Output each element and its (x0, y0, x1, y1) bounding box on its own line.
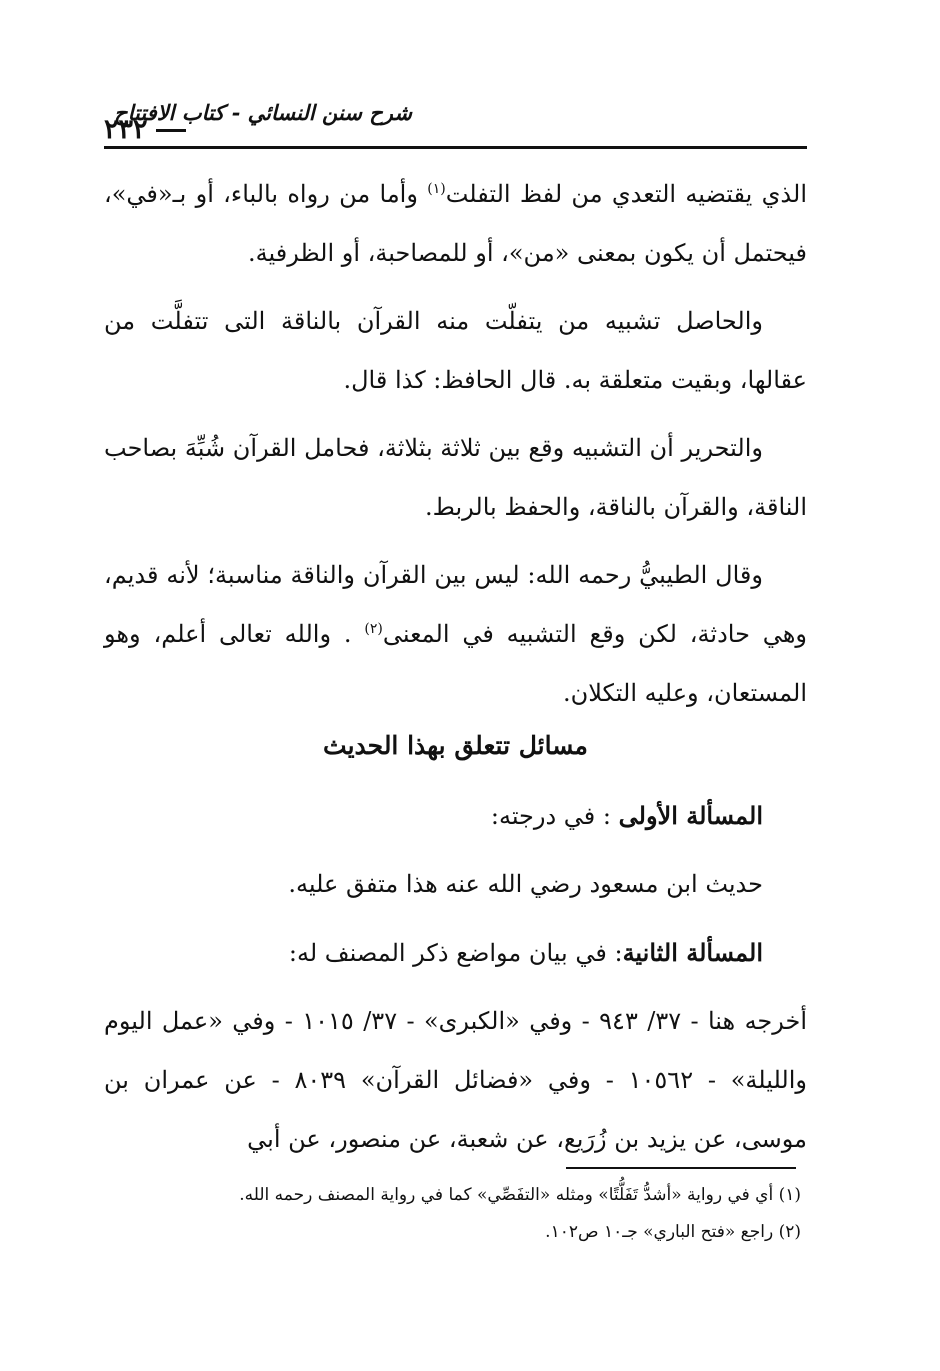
section-heading: مسائل تتعلق بهذا الحديث (323, 731, 588, 760)
paragraph-1-text: الذي يقتضيه التعدي من لفظ التفلت (445, 180, 807, 208)
issue-2 (104, 923, 807, 983)
main-text-lower (104, 786, 807, 1178)
paragraph-1 (104, 165, 807, 283)
paragraph-2-text: والحاصل تشبيه من يتفلّت منه القرآن بالناقة التى تتفلَّت من عقالها، وبقيت متعلقة به. قال الحافظ: كذا قال. (104, 307, 807, 394)
final-paragraph: أخرجه هنا - ٣٧/ ٩٤٣ - وفي «الكبرى» - ٣٧/ ١٠١٥ - وفي «عمل اليوم والليلة» - ١٠٥٦٢ - وفي «فضائل القرآن» ٨٠٣٩ - عن عمران بن موسى، عن يزيد بن زُرَيع، عن شعبة، عن منصور، عن أبي (104, 1007, 808, 1153)
paragraph-4 (104, 546, 807, 723)
footnote-1: (١) أي في رواية «أشدُّ تَفَلُّتًا» ومثله «التفَصِّي» كما في رواية المصنف رحمه الله. (239, 1185, 801, 1205)
issue-2-label: المسألة الثانية (622, 938, 763, 967)
paragraph-3-text: والتحرير أن التشبيه وقع بين ثلاثة بثلاثة، فحامل القرآن شُبِّهَ بصاحب الناقة، والقرآن بالناقة، والحفظ بالربط. (104, 434, 807, 521)
page-number-dash (156, 129, 186, 132)
paragraph-2 (104, 292, 807, 410)
paragraph-4-text: وقال الطيبيُّ رحمه الله: ليس بين القرآن والناقة مناسبة؛ لأنه قديم، وهي حادثة، لكن وقع التشبيه في المعنى (104, 561, 808, 648)
footnotes (104, 1177, 801, 1251)
issue-1-label: المسألة الأولى (618, 801, 763, 830)
issue-1-body-text: حديث ابن مسعود رضي الله عنه هذا متفق عليه. (288, 870, 763, 898)
paragraph-3 (104, 419, 807, 537)
paragraph-4-text-after: . والله تعالى أعلم، وهو المستعان، وعليه التكلان. (104, 620, 807, 707)
paragraph-1-text-after: وأما من رواه بالباء، أو بـ«في»، فيحتمل أن يكون بمعنى «من»، أو للمصاحبة، أو الظرفية. (104, 180, 807, 267)
page-number-container (104, 114, 186, 145)
footnote-2: (٢) راجع «فتح الباري» جـ١٠ ص١٠٢. (545, 1222, 801, 1242)
running-title: شرح سنن النسائي - كتاب الافتتاح (114, 100, 412, 125)
page-header (104, 98, 807, 146)
main-text-upper (104, 165, 807, 732)
issue-1 (104, 786, 807, 846)
header-rule (104, 146, 807, 149)
footnote-rule (566, 1167, 796, 1169)
footnote-ref-2[interactable]: (٢) (364, 621, 383, 637)
issue-1-text: : في درجته: (490, 802, 619, 830)
page-number: ٢٣٢ (104, 114, 148, 145)
issue-1-body (104, 855, 807, 914)
footnote-ref-1[interactable]: (١) (427, 181, 446, 197)
issue-2-text: : في بيان مواضع ذكر المصنف له: (288, 939, 623, 967)
